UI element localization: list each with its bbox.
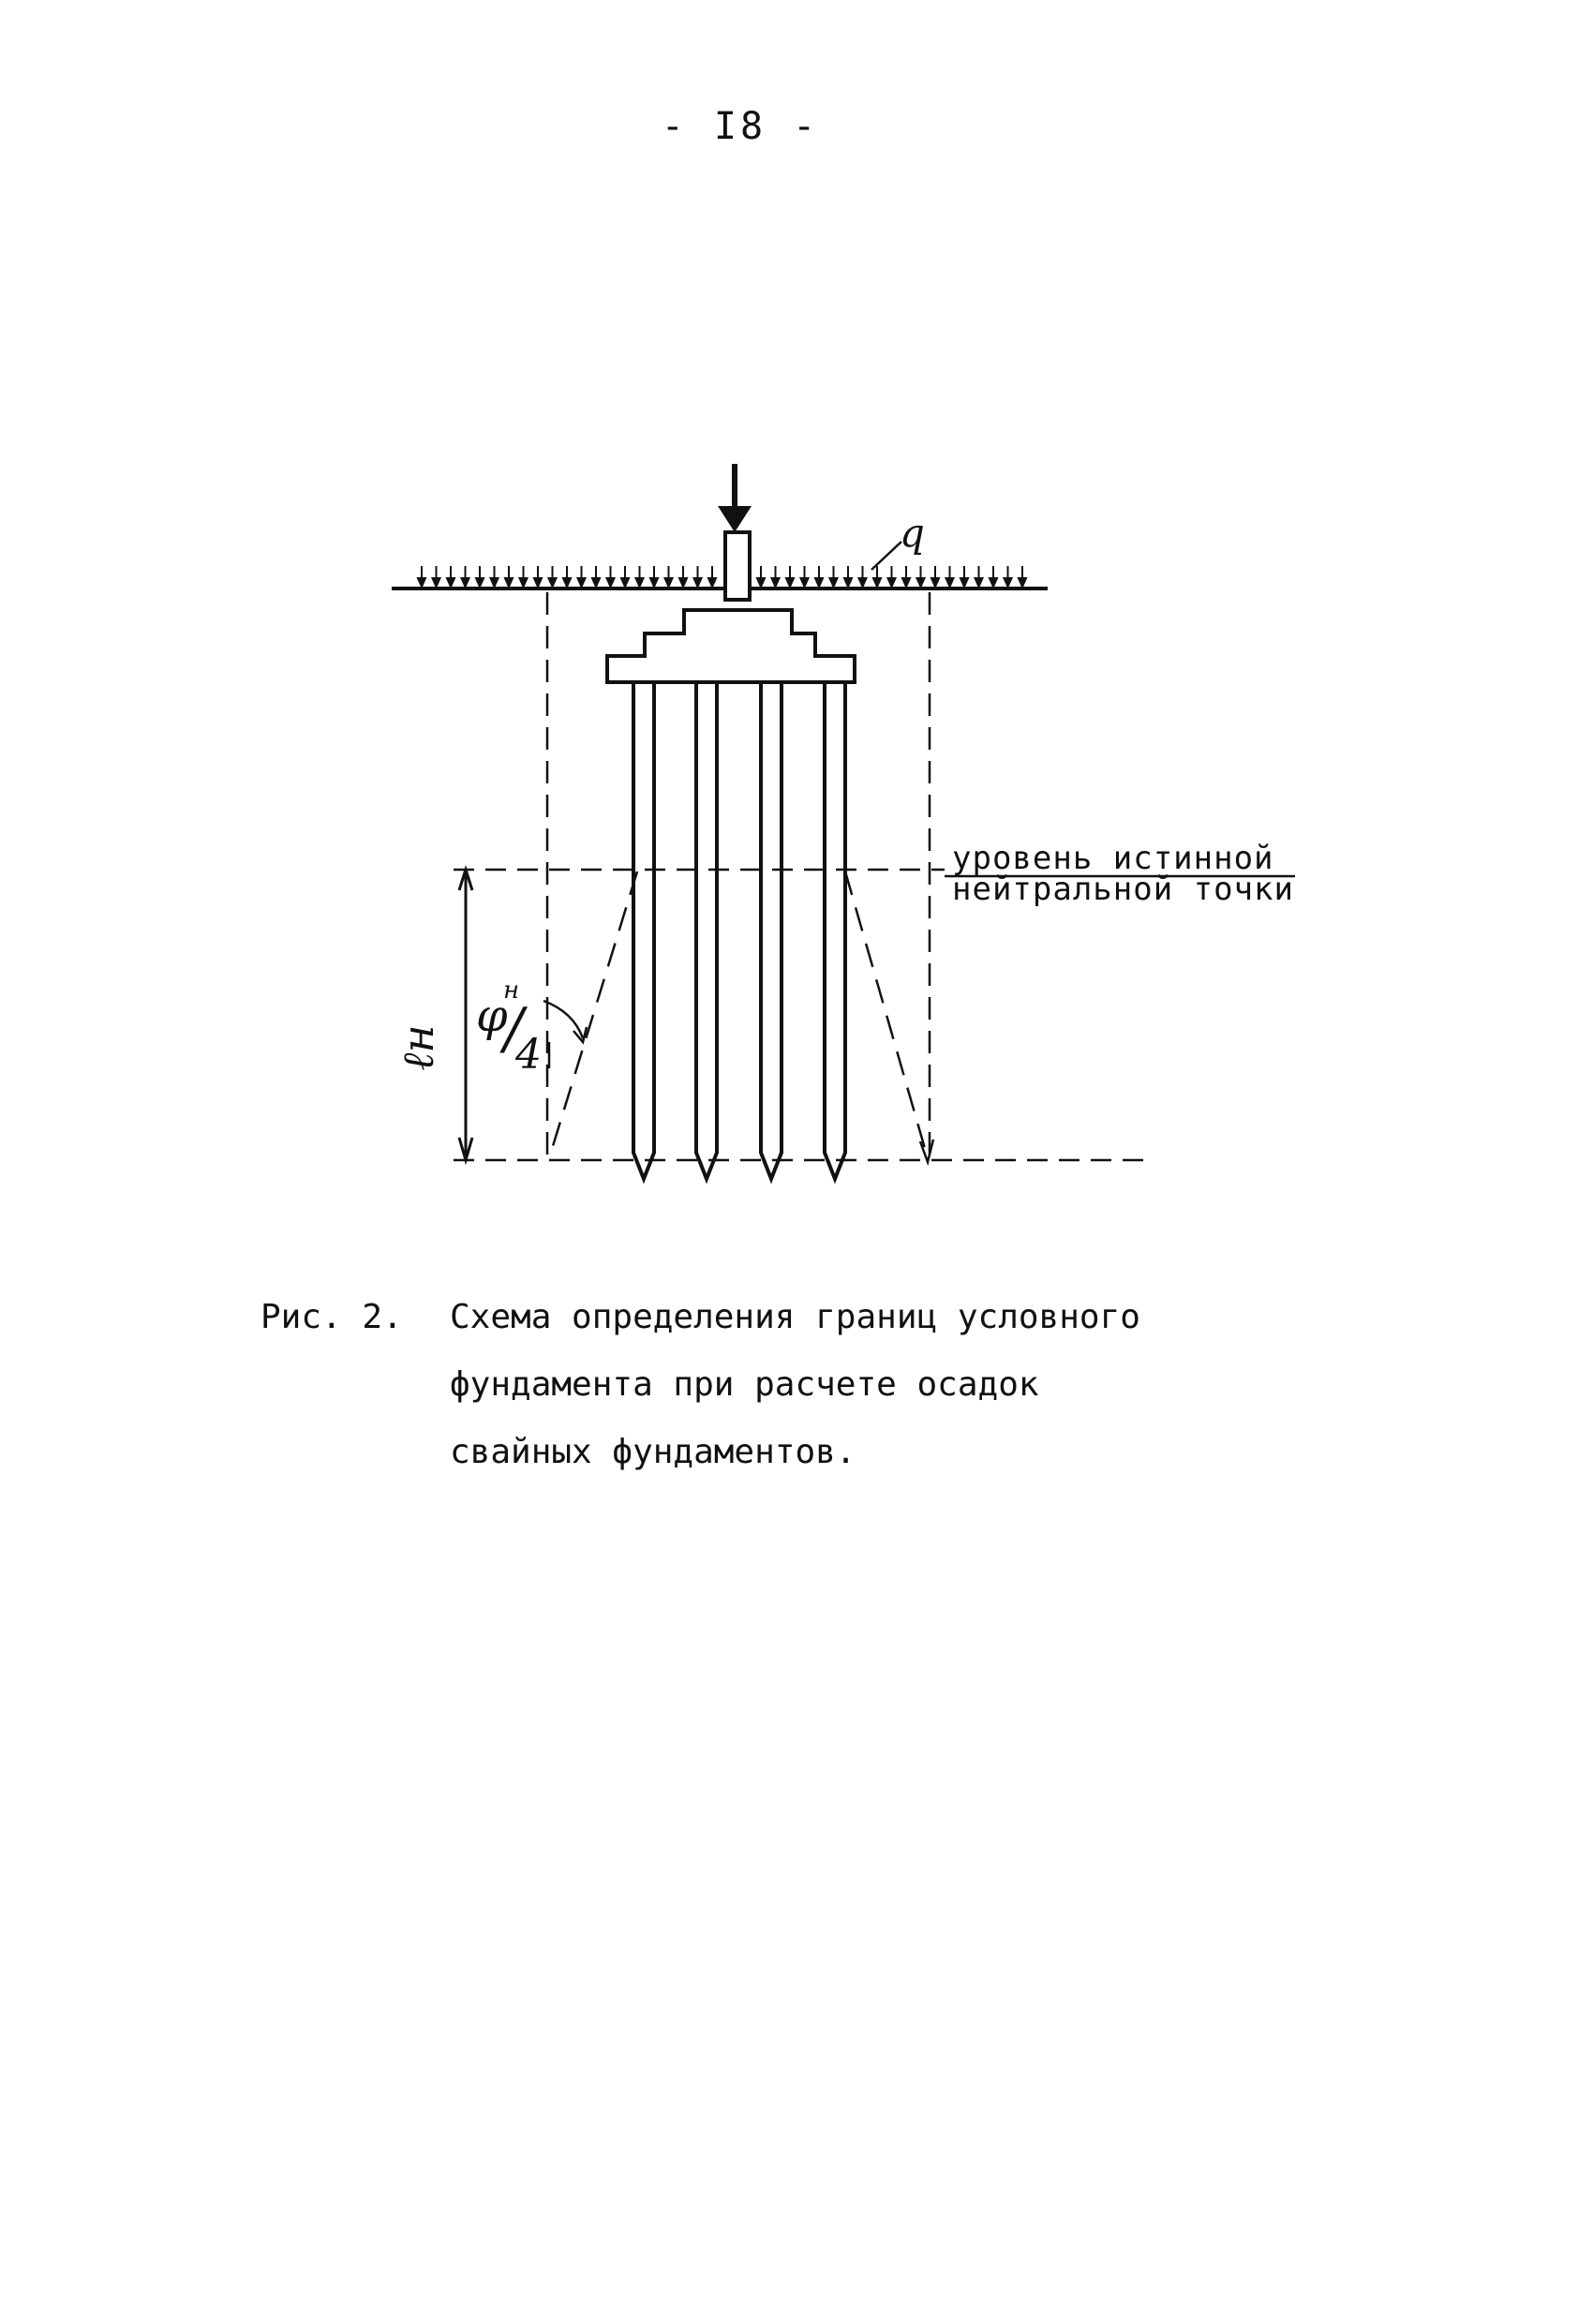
pile-1	[633, 684, 654, 1179]
load-arrow	[462, 566, 469, 587]
length-label: ℓн	[393, 1024, 443, 1071]
load-arrow	[1005, 566, 1012, 587]
load-arrow	[578, 566, 586, 587]
load-arrow	[491, 566, 499, 587]
angle-arc	[543, 1001, 583, 1038]
concentrated-load-arrow	[718, 464, 752, 532]
svg-text:4: 4	[515, 1031, 542, 1079]
load-arrow	[960, 566, 968, 587]
load-arrow	[786, 566, 794, 587]
load-arrow	[418, 566, 425, 587]
load-arrow	[946, 566, 954, 587]
load-arrow	[636, 566, 644, 587]
load-arrow	[931, 566, 939, 587]
load-arrow	[607, 566, 615, 587]
load-arrow	[990, 566, 997, 587]
right-spread-line	[845, 872, 928, 1158]
load-arrow	[665, 566, 673, 587]
load-arrow	[534, 566, 542, 587]
pile-2	[696, 684, 717, 1179]
load-arrow	[650, 566, 658, 587]
load-arrow	[844, 566, 852, 587]
load-arrow	[621, 566, 629, 587]
load-arrow	[592, 566, 600, 587]
caption-label: Рис. 2.	[261, 1298, 403, 1336]
load-arrow	[757, 566, 765, 587]
load-arrow	[549, 566, 557, 587]
piles	[633, 684, 845, 1179]
page-number: - I8 -	[661, 105, 820, 148]
caption-line-2: фундамента при расчете осадок	[450, 1365, 1039, 1404]
svg-text:/: /	[504, 996, 524, 1062]
load-arrow	[830, 566, 838, 587]
load-arrow	[815, 566, 823, 587]
load-arrow	[873, 566, 881, 587]
svg-text:φ: φ	[476, 990, 508, 1042]
load-arrow	[772, 566, 780, 587]
load-arrow	[1019, 566, 1026, 587]
load-arrow	[520, 566, 528, 587]
svg-text:н: н	[503, 976, 520, 1005]
load-arrow	[888, 566, 896, 587]
caption-line-3: свайных фундаментов.	[450, 1433, 856, 1471]
length-dimension	[459, 870, 472, 1160]
load-arrow	[859, 566, 867, 587]
left-spread-line	[549, 872, 637, 1158]
column	[725, 532, 750, 600]
neutral-level-label-line1: уровень истинной	[952, 840, 1274, 877]
load-arrow	[563, 566, 571, 587]
load-label-q: q	[900, 510, 925, 556]
load-arrow	[433, 566, 440, 587]
angle-label	[476, 976, 542, 1079]
load-arrow	[708, 566, 716, 587]
load-arrow	[679, 566, 687, 587]
q-leader-line	[871, 542, 901, 570]
load-arrow	[917, 566, 925, 587]
load-arrow	[801, 566, 809, 587]
neutral-level-label-line2: нейтральной точки	[952, 871, 1294, 908]
load-arrow	[694, 566, 702, 587]
stepped-pile-cap	[607, 610, 855, 682]
load-arrow	[476, 566, 484, 587]
pile-4	[825, 684, 845, 1179]
distributed-load-arrows	[418, 566, 1026, 587]
caption-line-1: Схема определения границ условного	[450, 1298, 1140, 1336]
load-arrow	[447, 566, 454, 587]
pile-3	[761, 684, 782, 1179]
load-arrow	[975, 566, 983, 587]
load-arrow	[902, 566, 910, 587]
load-arrow	[505, 566, 513, 587]
